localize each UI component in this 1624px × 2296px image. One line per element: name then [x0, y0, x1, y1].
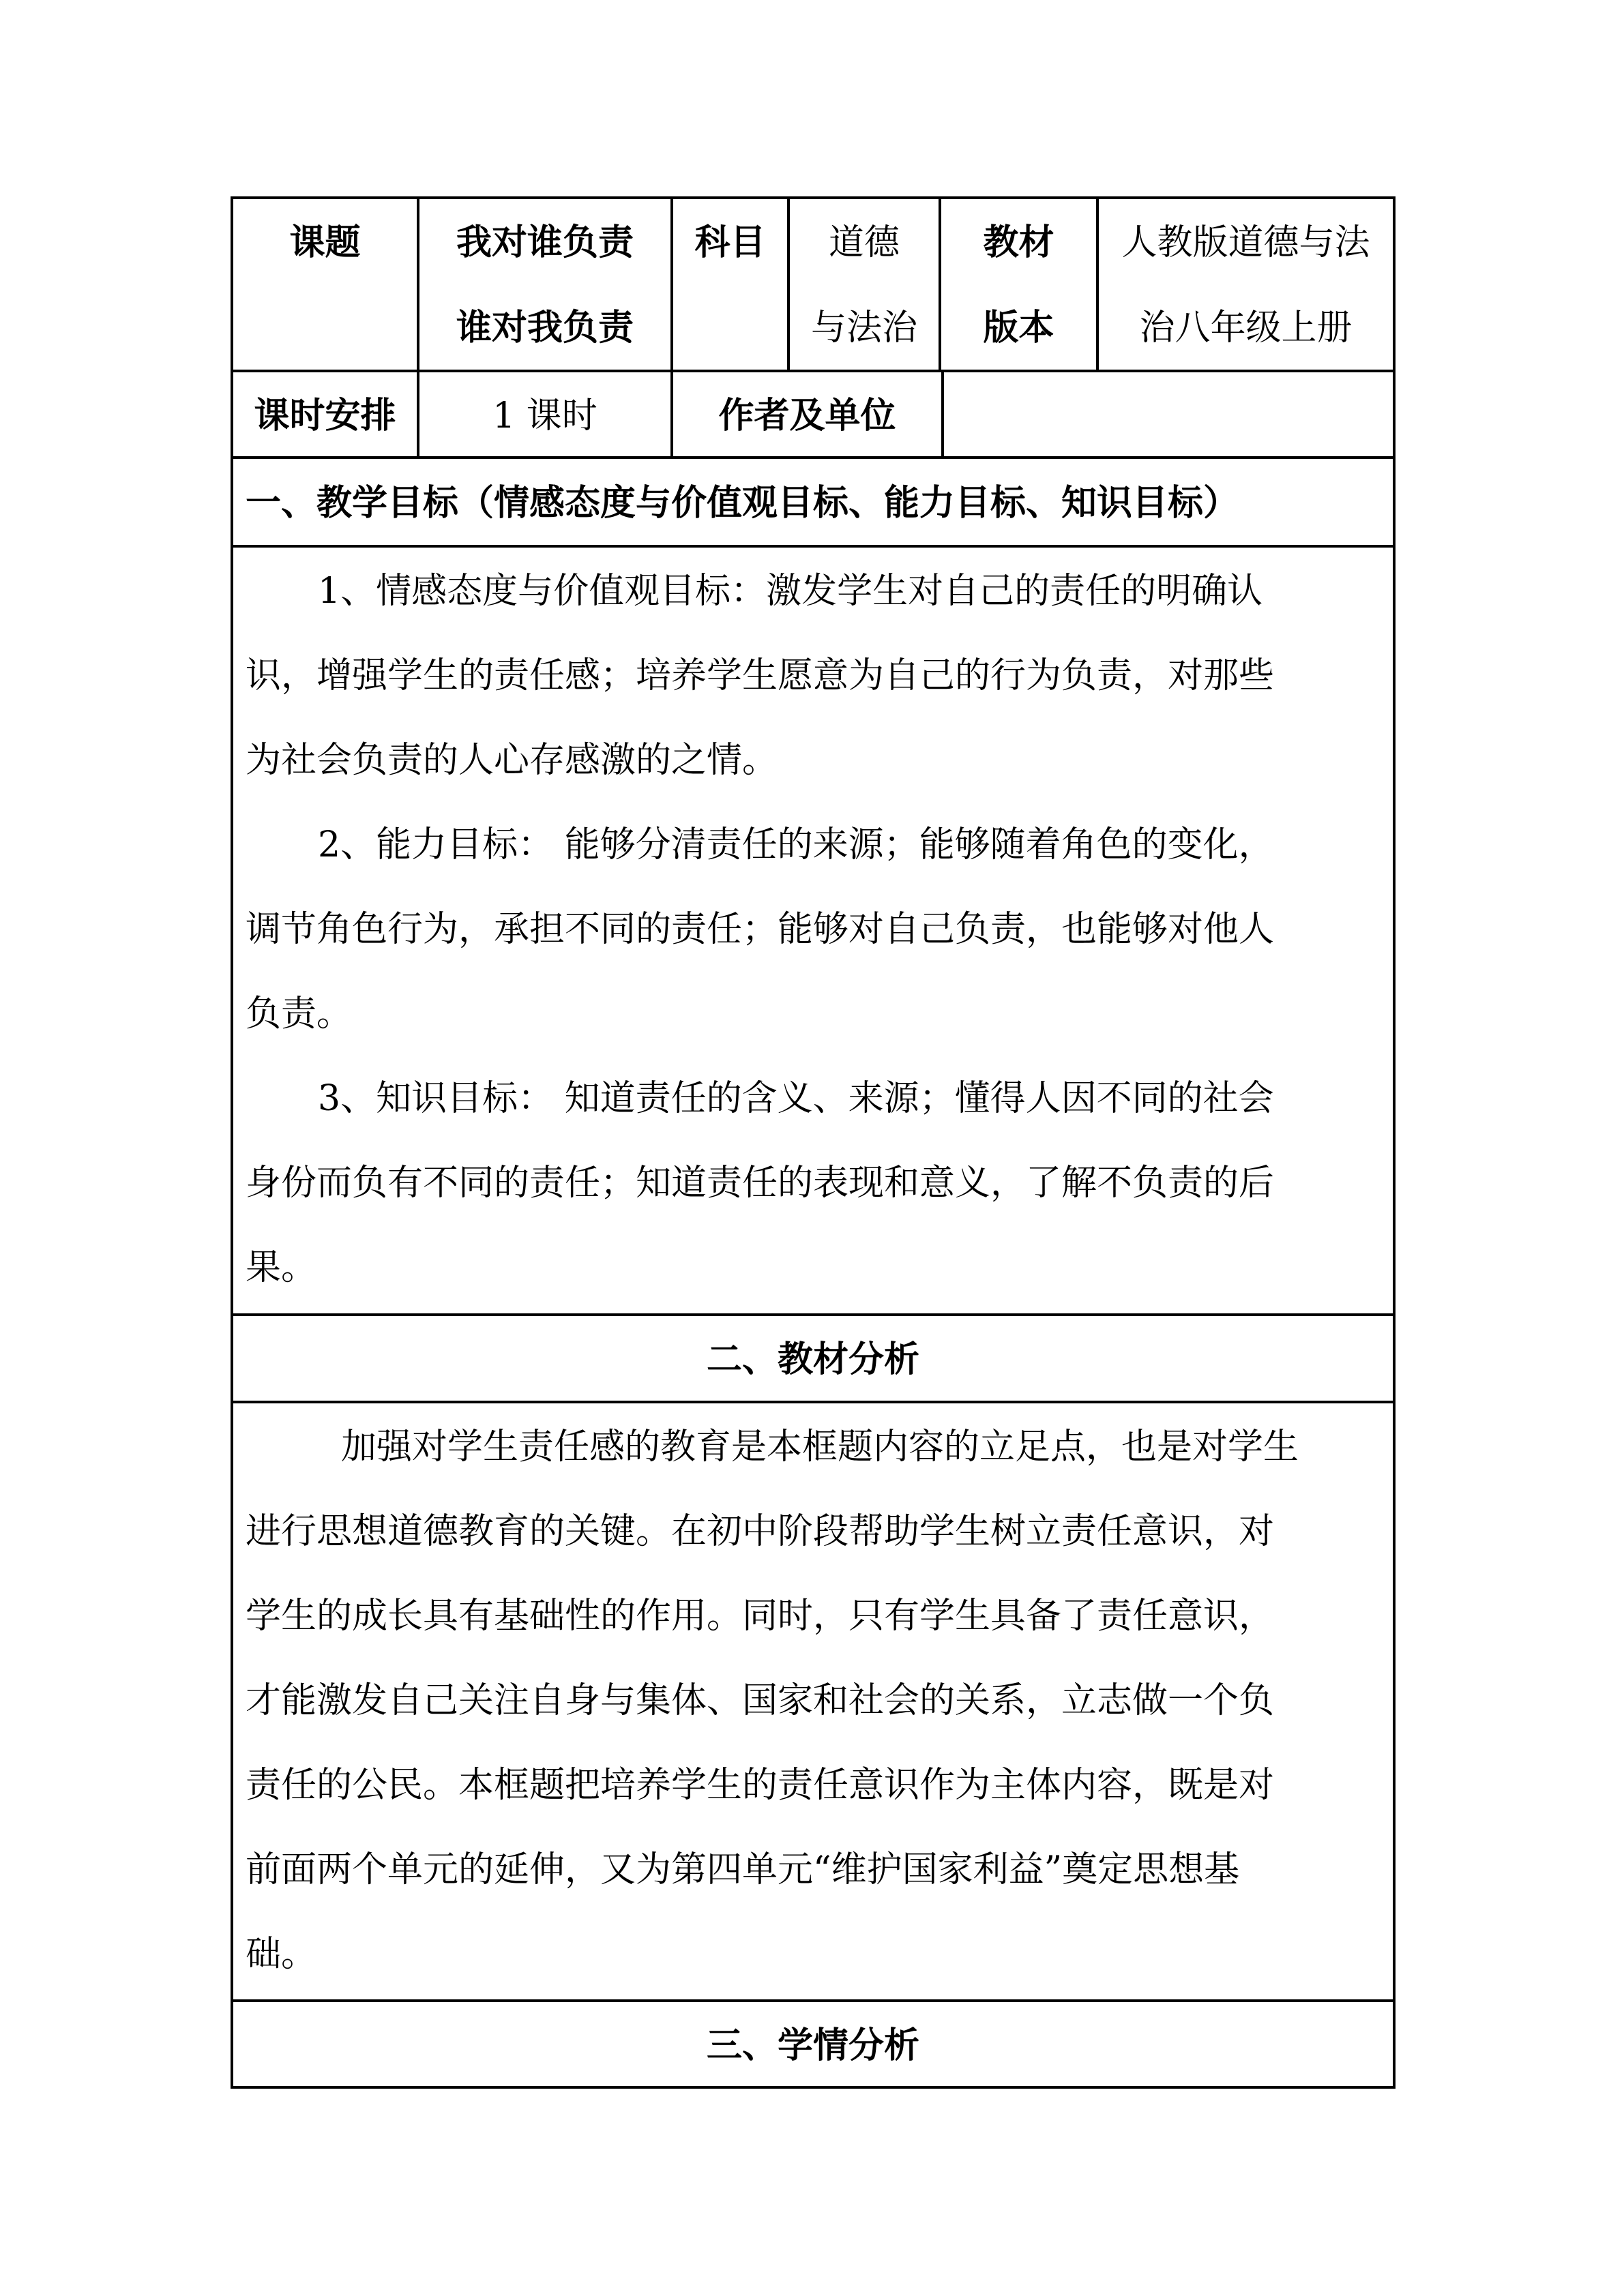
table-border-right [1393, 196, 1396, 2089]
objective-2-line: 负责。 [246, 994, 353, 1034]
analysis-line: 进行思想道德教育的关键。在初中阶段帮助学生树立责任意识，对 [246, 1511, 1275, 1552]
analysis-line: 础。 [246, 1934, 317, 1975]
table-border-left [231, 196, 233, 2089]
section3-title: 三、学情分析 [706, 2025, 919, 2066]
table-row-divider [231, 456, 1396, 459]
topic-value-line1: 我对谁负责 [456, 222, 634, 263]
column-divider [787, 196, 790, 372]
table-row-divider [231, 370, 1396, 372]
analysis-line: 才能激发自己关注自身与集体、国家和社会的关系，立志做一个负 [246, 1680, 1275, 1721]
objective-3-line: 3、知识目标： 知道责任的含义、来源；懂得人因不同的社会 [318, 1078, 1274, 1119]
column-divider [939, 196, 941, 372]
table-row-divider [231, 1401, 1396, 1403]
textbook-value-line1: 人教版道德与法 [1121, 222, 1370, 263]
objective-3-line: 身份而负有不同的责任；知道责任的表现和意义，了解不负责的后 [246, 1163, 1275, 1204]
schedule-label: 课时安排 [254, 395, 396, 436]
objective-1-line: 1、情感态度与价值观目标：激发学生对自己的责任的明确认 [318, 571, 1263, 612]
section2-title: 二、教材分析 [706, 1339, 919, 1380]
table-border-bottom [231, 2086, 1396, 2089]
section1-body [246, 549, 1371, 1310]
section1-title: 一、教学目标（情感态度与价值观目标、能力目标、知识目标） [246, 482, 1239, 524]
column-divider [941, 370, 944, 459]
objective-3-line: 果。 [246, 1247, 317, 1288]
table-row-divider [231, 1999, 1396, 2002]
analysis-line: 加强对学生责任感的教育是本框题内容的立足点，也是对学生 [341, 1427, 1299, 1467]
objective-2-line: 2、能力目标： 能够分清责任的来源；能够随着角色的变化， [318, 824, 1274, 865]
textbook-value-line2: 治八年级上册 [1139, 308, 1353, 348]
subject-value-line1: 道德 [828, 222, 900, 263]
analysis-line: 前面两个单元的延伸，又为第四单元“维护国家利益”奠定思想基 [246, 1849, 1240, 1890]
objective-1-line: 识，增强学生的责任感；培养学生愿意为自己的行为负责，对那些 [246, 655, 1275, 696]
table-row-divider [231, 1313, 1396, 1316]
subject-value-line2: 与法治 [810, 308, 917, 348]
textbook-label-line1: 教材 [983, 222, 1054, 263]
column-divider [1096, 196, 1099, 372]
table-row-divider [231, 545, 1396, 548]
analysis-line: 学生的成长具有基础性的作用。同时，只有学生具备了责任意识， [246, 1596, 1275, 1637]
topic-label: 课题 [289, 222, 361, 263]
subject-label: 科目 [694, 222, 766, 263]
analysis-line: 责任的公民。本框题把培养学生的责任意识作为主体内容，既是对 [246, 1765, 1275, 1806]
section2-body [246, 1405, 1371, 1997]
table-border-top [231, 196, 1396, 199]
topic-value-line2: 谁对我负责 [456, 307, 634, 348]
author-label: 作者及单位 [718, 395, 896, 436]
schedule-value: 1 课时 [492, 396, 597, 436]
textbook-label-line2: 版本 [983, 307, 1054, 348]
objective-2-line: 调节角色行为，承担不同的责任；能够对自己负责，也能够对他人 [246, 909, 1275, 950]
objective-1-line: 为社会负责的人心存感激的之情。 [246, 740, 778, 781]
